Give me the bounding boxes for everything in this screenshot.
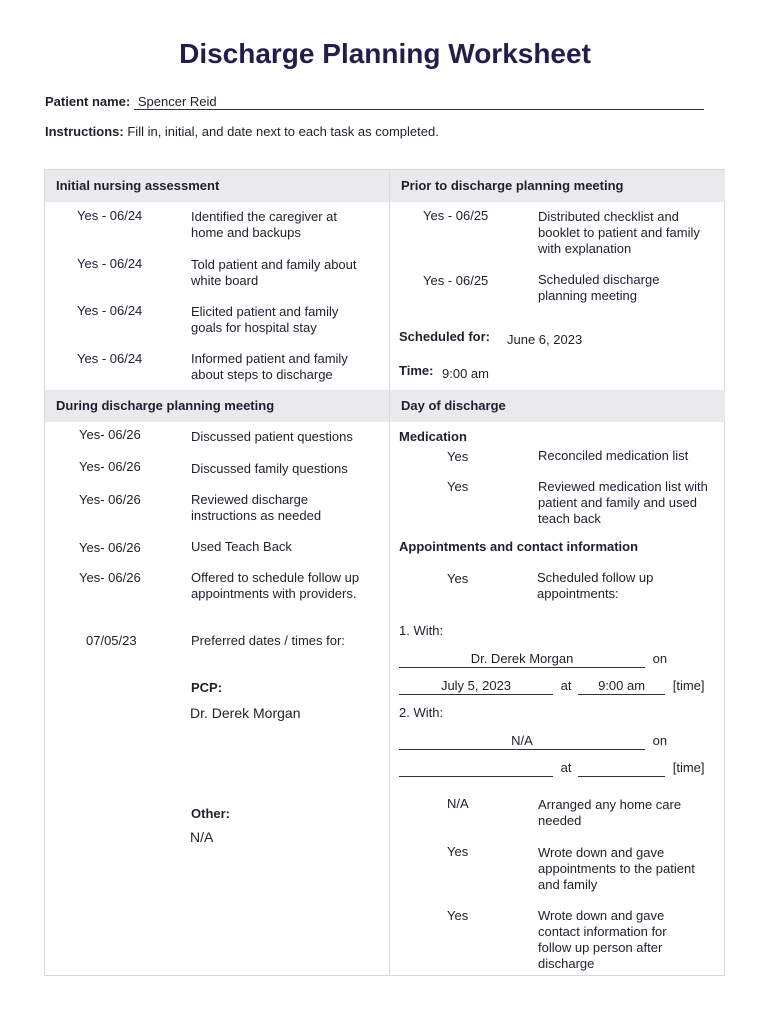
time-word: [time]	[672, 760, 705, 775]
patient-name-line	[45, 94, 704, 110]
header-initial-assessment: Initial nursing assessment	[45, 170, 389, 202]
with2-label: 2. With:	[399, 705, 444, 720]
time2-field[interactable]	[578, 760, 665, 777]
status-cell[interactable]: Yes - 06/24	[77, 303, 143, 318]
time-word: [time]	[672, 678, 705, 693]
task-text: Used Teach Back	[191, 539, 292, 554]
time1-field[interactable]: 9:00 am	[578, 678, 665, 695]
time-label: Time:	[399, 363, 434, 378]
time-value[interactable]: 9:00 am	[442, 366, 489, 381]
status-cell[interactable]: Yes- 06/26	[79, 459, 141, 474]
task-text: Distributed checklist and booklet to patient and family with explanation	[538, 209, 700, 256]
task-text: Informed patient and family about steps to discharge	[191, 351, 348, 382]
status-cell[interactable]: N/A	[447, 796, 469, 811]
at-word: at	[560, 760, 572, 775]
status-cell[interactable]: Yes	[447, 844, 469, 859]
status-cell[interactable]: Yes- 06/26	[79, 570, 141, 585]
medication-label: Medication	[399, 429, 467, 444]
status-cell[interactable]: Yes	[447, 908, 469, 923]
page-title: Discharge Planning Worksheet	[179, 38, 591, 69]
appointments-label: Appointments and contact information	[399, 539, 639, 554]
instructions	[45, 124, 439, 139]
other-label: Other:	[191, 806, 230, 821]
status-cell[interactable]: Yes - 06/24	[77, 208, 143, 223]
patient-name-field[interactable]: Spencer Reid	[134, 94, 704, 110]
task-text: Offered to schedule follow up appointments with providers.	[191, 570, 360, 601]
preferred-date-cell[interactable]: 07/05/23	[86, 633, 137, 648]
header-day-of-discharge: Day of discharge	[390, 390, 725, 422]
scheduled-for-value[interactable]: June 6, 2023	[507, 332, 583, 347]
header-during-meeting: During discharge planning meeting	[45, 390, 389, 422]
with1-label: 1. With:	[399, 623, 444, 638]
status-cell[interactable]: Yes - 06/25	[423, 208, 489, 223]
on-word: on	[652, 733, 668, 748]
date1-line	[399, 678, 705, 695]
task-text: Wrote down and gave contact information for follow up person after discharge	[538, 908, 667, 971]
at-word: at	[560, 678, 572, 693]
with2-line	[399, 733, 667, 750]
date2-line	[399, 760, 705, 777]
status-cell[interactable]: Yes	[447, 449, 469, 464]
status-cell[interactable]: Yes- 06/26	[79, 540, 141, 555]
task-text: Preferred dates / times for:	[191, 633, 345, 648]
date1-field[interactable]: July 5, 2023	[399, 678, 553, 695]
with1-field[interactable]: Dr. Derek Morgan	[399, 651, 645, 668]
with1-line	[399, 651, 667, 668]
task-text: Discussed family questions	[191, 461, 348, 476]
task-text: Identified the caregiver at home and backups	[191, 209, 337, 240]
column-divider	[389, 170, 390, 975]
task-text: Arranged any home care needed	[538, 797, 682, 828]
status-cell[interactable]: Yes	[447, 571, 469, 586]
task-text: Reviewed discharge instructions as needed	[191, 492, 322, 523]
other-value[interactable]: N/A	[190, 829, 214, 845]
status-cell[interactable]: Yes - 06/24	[77, 351, 143, 366]
instructions-text: Fill in, initial, and date next to each task as completed.	[127, 124, 439, 139]
task-text: Told patient and family about white board	[191, 257, 357, 288]
status-cell[interactable]: Yes - 06/24	[77, 256, 143, 271]
task-text: Reconciled medication list	[538, 448, 689, 463]
pcp-value[interactable]: Dr. Derek Morgan	[190, 705, 301, 721]
task-text: Discussed patient questions	[191, 429, 353, 444]
on-word: on	[652, 651, 668, 666]
task-text: Wrote down and gave appointments to the patient and family	[538, 845, 695, 892]
date2-field[interactable]	[399, 760, 553, 777]
scheduled-for-label: Scheduled for:	[399, 329, 491, 344]
with2-field[interactable]: N/A	[399, 733, 645, 750]
instructions-label: Instructions:	[45, 124, 124, 139]
status-cell[interactable]: Yes	[447, 479, 469, 494]
patient-name-label: Patient name:	[45, 94, 131, 109]
status-cell[interactable]: Yes- 06/26	[79, 492, 141, 507]
task-text: Scheduled discharge planning meeting	[538, 272, 660, 303]
task-text: Elicited patient and family goals for hospital stay	[191, 304, 339, 335]
pcp-label: PCP:	[191, 680, 223, 695]
status-cell[interactable]: Yes - 06/25	[423, 273, 489, 288]
worksheet-table	[44, 169, 725, 976]
task-text: Reviewed medication list with patient and family and used teach back	[538, 479, 708, 526]
task-text: Scheduled follow up appointments:	[537, 570, 654, 601]
header-prior-meeting: Prior to discharge planning meeting	[390, 170, 725, 202]
status-cell[interactable]: Yes- 06/26	[79, 427, 141, 442]
